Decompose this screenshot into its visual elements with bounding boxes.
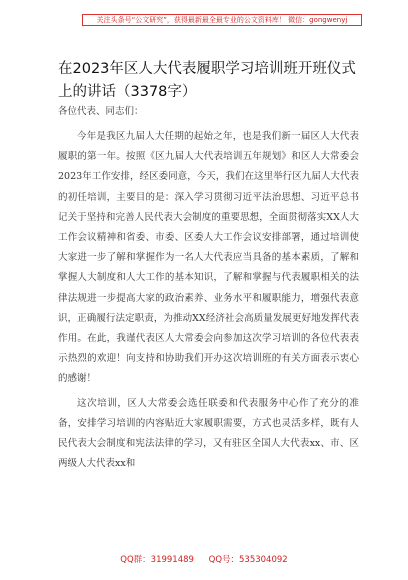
- footer-contact: [0, 553, 408, 565]
- qq-number: QQ号：535304092: [208, 555, 288, 565]
- paragraph: 今年是我区九届人大任期的起始之年，也是我们新一届区人大代表履职的第一年。按照《区九届人大代表培训五年规划》和区人大常委会2023年工作安排，经区委同意，今天，我们在这里举行区九届人大代表的初任培训，主要目的是：深入学习贯彻习近平法治思想、习近平总书记关于坚持和完善人民代表大会制度的重要思想，全面贯彻落实XX人大工作会议精神和省委、市委、区委人大工作会议安排部署，通过培训使大家进一步了解和掌握作为一名人大代表应当具备的基本素质，了解和掌握人大制度和人大工作的基本知识，了解和掌握与代表履职相关的法律法规进一步提高大家的政治素养、业务水平和履职能力，增强代表意识，正确履行法定职责，为推动XX经济社会高质量发展更好地发挥代表作用。在此，我谨代表区人大常委会向参加这次学习培训的各位代表表示热烈的欢迎！向支持和协助我们开办这次培训班的有关方面表示衷心的感谢！: [58, 131, 359, 385]
- qq-group: QQ群：31991489: [120, 555, 194, 565]
- greeting: 各位代表、同志们：: [58, 106, 144, 117]
- paragraph: 这次培训，区人大常委会选任联委和代表服务中心作了充分的准备，安排学习培训的内容贴近大家履职需要，方式也灵活多样，既有人民代表大会制度和宪法法律的学习，又有驻区全国人大代表xx、市、区两级人大代表xx和: [58, 397, 359, 470]
- document-title: 在2023年区人大代表履职学习培训班开班仪式上的讲话（3378字）: [58, 61, 356, 100]
- promo-banner: 关注头条号“公文研究”，获得最新最全最专业的公文资料库！ 微信：gongwenyj: [82, 14, 362, 26]
- document-body: [58, 127, 359, 478]
